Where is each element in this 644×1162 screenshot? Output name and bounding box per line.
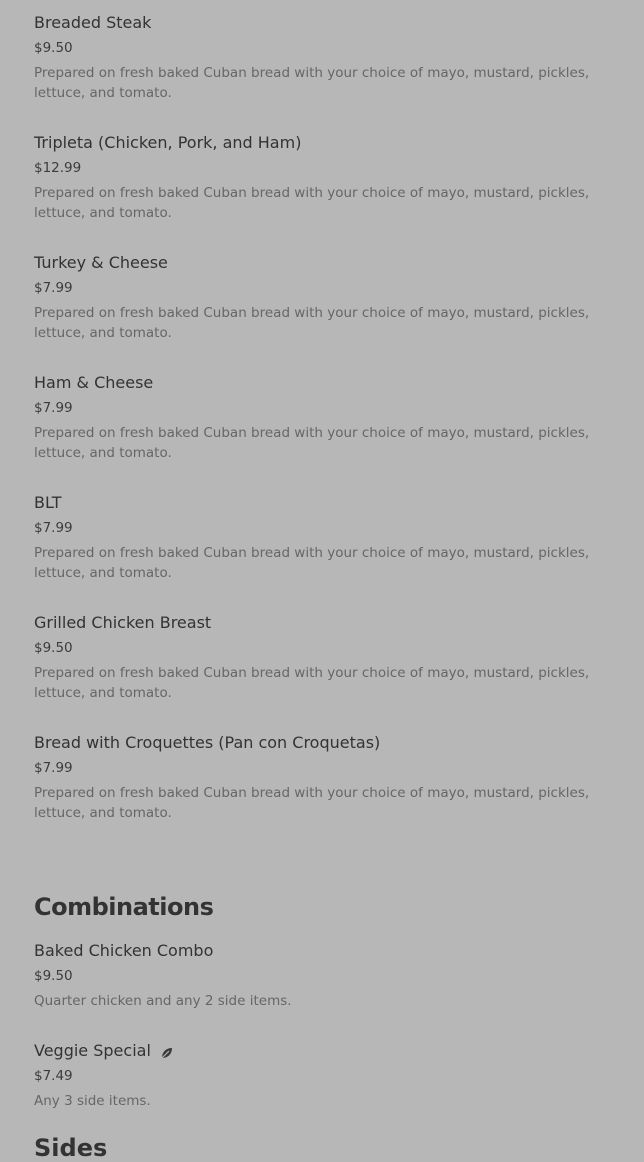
section-title: Combinations: [34, 893, 214, 921]
item-description: Any 3 side items.: [34, 1093, 151, 1109]
item-price: $9.50: [34, 968, 73, 984]
item-price: $7.99: [34, 400, 73, 416]
item-description: Prepared on fresh baked Cuban bread with your choice of mayo, mustard, pickles, lettuce, and tomato.: [34, 305, 590, 341]
item-price: $7.99: [34, 280, 73, 296]
menu-item[interactable]: [34, 928, 614, 1028]
menu-item[interactable]: [34, 600, 614, 720]
item-name: Breaded Steak: [34, 13, 152, 32]
item-name: Bread with Croquettes (Pan con Croquetas): [34, 733, 381, 752]
item-name: Ham & Cheese: [34, 373, 154, 392]
menu-item[interactable]: [34, 480, 614, 600]
menu-item[interactable]: [34, 120, 614, 240]
section-title: Sides: [34, 1134, 108, 1162]
section-header: [34, 864, 614, 928]
item-description: Prepared on fresh baked Cuban bread with your choice of mayo, mustard, pickles, lettuce, and tomato.: [34, 545, 590, 581]
item-price: $9.50: [34, 640, 73, 656]
item-description: Prepared on fresh baked Cuban bread with your choice of mayo, mustard, pickles, lettuce, and tomato.: [34, 425, 590, 461]
item-price: $7.49: [34, 1068, 73, 1084]
menu-item[interactable]: [34, 360, 614, 480]
item-name: BLT: [34, 493, 62, 512]
item-name-row: [34, 1041, 174, 1061]
item-name: Veggie Special: [34, 1041, 151, 1060]
item-price: $7.99: [34, 760, 73, 776]
item-description: Prepared on fresh baked Cuban bread with your choice of mayo, mustard, pickles, lettuce, and tomato.: [34, 65, 590, 101]
item-description: Prepared on fresh baked Cuban bread with your choice of mayo, mustard, pickles, lettuce, and tomato.: [34, 785, 590, 821]
item-name: Turkey & Cheese: [34, 253, 168, 272]
menu-list: [34, 0, 614, 1128]
item-name: Grilled Chicken Breast: [34, 613, 212, 632]
item-description: Prepared on fresh baked Cuban bread with your choice of mayo, mustard, pickles, lettuce, and tomato.: [34, 185, 590, 221]
menu-item[interactable]: [34, 720, 614, 840]
item-description: Quarter chicken and any 2 side items.: [34, 993, 292, 1009]
item-description: Prepared on fresh baked Cuban bread with your choice of mayo, mustard, pickles, lettuce, and tomato.: [34, 665, 590, 701]
item-price: $9.50: [34, 40, 73, 56]
item-price: $12.99: [34, 160, 82, 176]
item-price: $7.99: [34, 520, 73, 536]
item-name: Tripleta (Chicken, Pork, and Ham): [34, 133, 302, 152]
menu-item[interactable]: [34, 0, 614, 120]
menu-item[interactable]: [34, 1028, 614, 1128]
leaf-icon: [160, 1045, 174, 1059]
menu-item[interactable]: [34, 240, 614, 360]
item-name: Baked Chicken Combo: [34, 941, 214, 960]
